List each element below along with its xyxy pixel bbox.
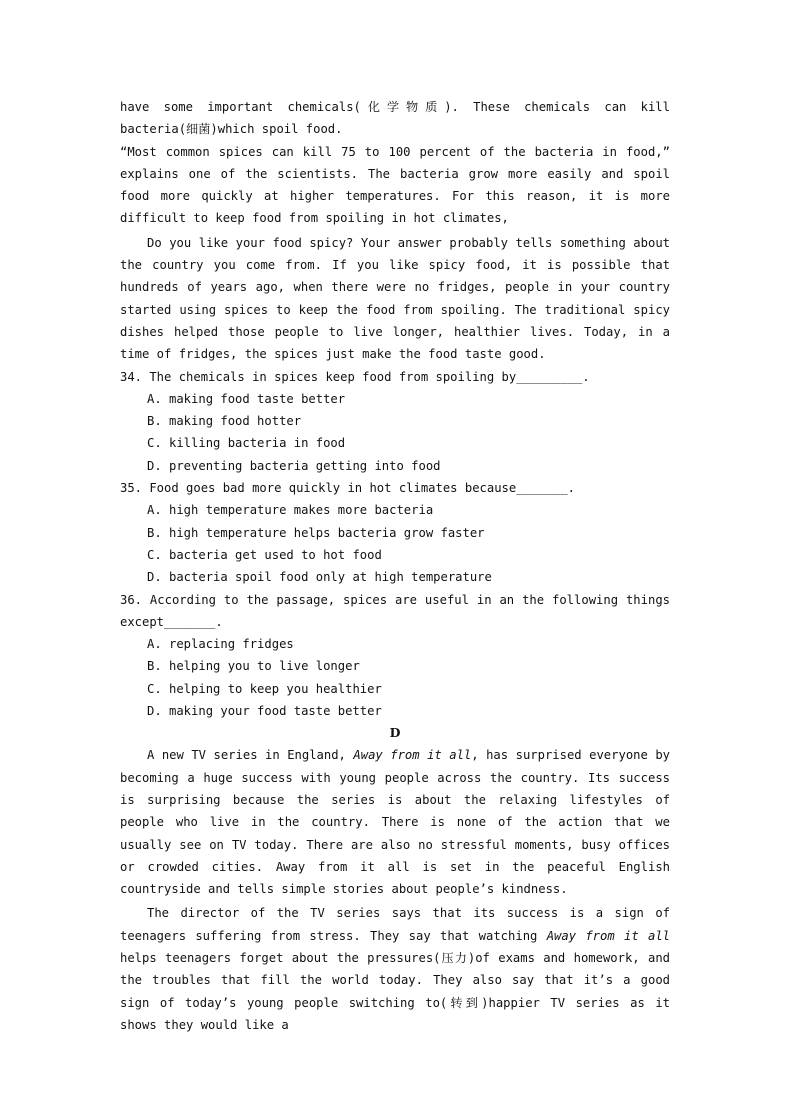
passage-d-p1-text-start: A new TV series in England,	[147, 748, 354, 763]
option-a: A. replacing fridges	[147, 637, 294, 652]
passage-c-paragraph-2: “Most common spices can kill 75 to 100 percent of the bacteria in food,” explains one of the scientists. The bacteria grow more easily and spoil food more quickly at higher temperatures. For this reason, it is more difficult to keep food from spoiling in hot climates,	[120, 144, 670, 226]
option-c: C. killing bacteria in food	[147, 436, 346, 451]
option-a: A. high temperature makes more bacteria	[147, 503, 434, 518]
document-page	[120, 96, 670, 1036]
question-36	[120, 589, 670, 723]
series-title: Away from it all	[353, 748, 472, 763]
question-stem: 35. Food goes bad more quickly in hot climates because_______.	[120, 481, 575, 496]
passage-c-paragraph-3: Do you like your food spicy? Your answer probably tells something about the country you come from. If you like spicy food, it is possible that hundreds of years ago, when there were no fridges, people in your country started using spices to keep the food from spoiling. The traditional spicy dishes helped those people to live longer, healthier lives. Today, in a time of fridges, the spices just make the food taste good.	[120, 235, 670, 362]
option-a: A. making food taste better	[147, 391, 346, 406]
option-d: D. preventing bacteria getting into food	[147, 458, 441, 473]
option-d: D. bacteria spoil food only at high temperature	[147, 570, 492, 585]
question-35	[120, 477, 670, 588]
question-34	[120, 366, 670, 477]
option-b: B. helping you to live longer	[147, 659, 360, 674]
option-c: C. helping to keep you healthier	[147, 681, 382, 696]
question-stem: 36. According to the passage, spices are useful in an the following things except_______.	[120, 592, 670, 629]
passage-c-paragraph-1: have some important chemicals(化学物质). These chemicals can kill bacteria(细菌)which spoil food.	[120, 100, 670, 137]
passage-d-p2-text-start: The director of the TV series says that its success is a sign of teenagers suffering from stress. They say that watching	[120, 906, 670, 943]
option-d: D. making your food taste better	[147, 704, 382, 719]
passage-d-p2-text-end: helps teenagers forget about the pressures(压力)of exams and homework, and the troubles that fill the world today. They also say that it’s a good sign of today’s young people switching to(转到)happier TV series as it shows they would like a	[120, 950, 670, 1032]
option-b: B. making food hotter	[147, 414, 302, 429]
passage-d-p1-text-end: , has surprised everyone by becoming a huge success with young people across the country. Its success is surprising because the series is about the relaxing lifestyles of people who live in the country. There is none of the action that we usually see on TV today. There are also no stressful moments, busy offices or crowded cities. Away from it all is set in the peaceful English countryside and tells simple stories about people’s kindness.	[120, 748, 670, 897]
section-d-heading: D	[389, 725, 401, 741]
passage-d-paragraph-2	[120, 902, 670, 1036]
option-c: C. bacteria get used to hot food	[147, 547, 382, 562]
passage-d-paragraph-1	[120, 744, 670, 900]
question-stem: 34. The chemicals in spices keep food from spoiling by_________.	[120, 369, 590, 384]
series-title: Away from it all	[546, 928, 671, 943]
option-b: B. high temperature helps bacteria grow faster	[147, 525, 485, 540]
